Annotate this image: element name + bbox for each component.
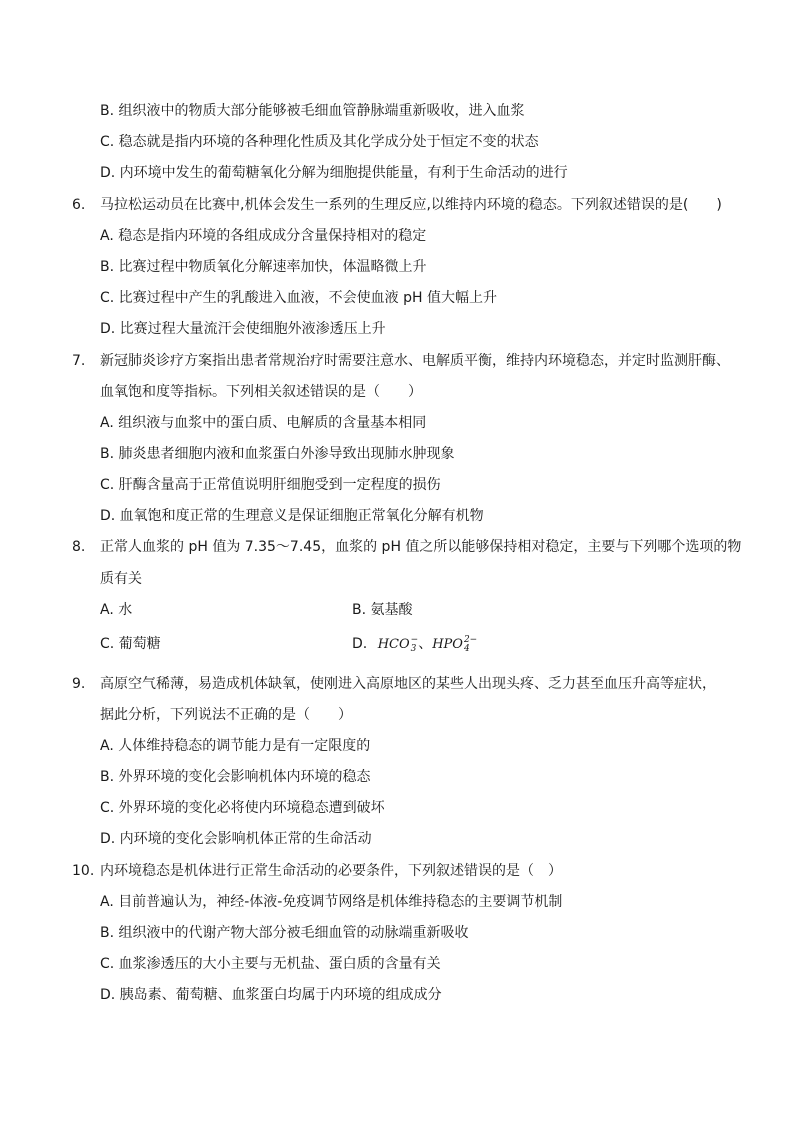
option-a: A. 人体维持稳态的调节能力是有一定限度的	[100, 738, 371, 754]
option-c: C. 稳态就是指内环境的各种理化性质及其化学成分处于恒定不变的状态	[100, 134, 539, 150]
question-stem-line-1: 正常人血浆的 pH 值为 7.35～7.45，血浆的 pH 值之所以能够保持相对稳定，主要与下列哪个选项的物	[100, 539, 742, 555]
question-stem-line-2: 质有关	[100, 571, 142, 587]
option-a: A. 水	[100, 602, 133, 618]
option-b: B. 肺炎患者细胞内液和血浆蛋白外渗导致出现肺水肿现象	[100, 446, 455, 462]
option-d: D. 内环境中发生的葡萄糖氧化分解为细胞提供能量，有利于生命活动的进行	[100, 165, 568, 181]
option-a: A. 组织液与血浆中的蛋白质、电解质的含量基本相同	[100, 415, 427, 431]
option-d: D. 胰岛素、葡萄糖、血浆蛋白均属于内环境的组成成分	[100, 987, 442, 1003]
option-d-label: D.	[352, 636, 368, 652]
question-number: 6.	[72, 197, 86, 213]
option-d: D. 内环境的变化会影响机体正常的生命活动	[100, 831, 372, 847]
option-b: B. 氨基酸	[352, 602, 413, 618]
option-a: A. 稳态是指内环境的各组成成分含量保持相对的稳定	[100, 228, 427, 244]
option-b: B. 组织液中的物质大部分能够被毛细血管静脉端重新吸收，进入血浆	[100, 103, 525, 119]
option-d: D. 血氧饱和度正常的生理意义是保证细胞正常氧化分解有机物	[100, 508, 484, 524]
option-d: D. 比赛过程大量流汗会使细胞外液渗透压上升	[100, 321, 386, 337]
question-number: 8.	[72, 539, 86, 555]
option-c: C. 外界环境的变化必将使内环境稳态遭到破坏	[100, 800, 385, 816]
question-stem: 马拉松运动员在比赛中,机体会发生一系列的生理反应,以维持内环境的稳态。下列叙述错误的是( )	[100, 197, 722, 213]
question-stem-line-1: 高原空气稀薄，易造成机体缺氧，使刚进入高原地区的某些人出现头疼、乏力甚至血压升高等症状，	[100, 676, 716, 692]
option-c: C. 血浆渗透压的大小主要与无机盐、蛋白质的含量有关	[100, 956, 441, 972]
question-stem-line-1: 新冠肺炎诊疗方案指出患者常规治疗时需要注意水、电解质平衡，维持内环境稳态，并定时监测肝酶、	[100, 353, 730, 369]
separator: 、	[418, 636, 433, 652]
question-stem: 内环境稳态是机体进行正常生命活动的必要条件，下列叙述错误的是（ ）	[100, 863, 562, 879]
question-number: 7.	[72, 353, 86, 369]
option-d	[352, 634, 477, 655]
option-c: C. 葡萄糖	[100, 636, 161, 652]
option-c: C. 肝酶含量高于正常值说明肝细胞受到一定程度的损伤	[100, 477, 441, 493]
option-b: B. 比赛过程中物质氧化分解速率加快，体温略微上升	[100, 259, 427, 275]
question-number: 10.	[72, 863, 95, 879]
question-number: 9.	[72, 676, 86, 692]
option-b: B. 组织液中的代谢产物大部分被毛细血管的动脉端重新吸收	[100, 925, 469, 941]
question-stem-line-2: 据此分析，下列说法不正确的是（ ）	[100, 707, 352, 723]
bicarbonate-ion: HCO − 3	[377, 634, 419, 654]
option-b: B. 外界环境的变化会影响机体内环境的稳态	[100, 769, 371, 785]
option-c: C. 比赛过程中产生的乳酸进入血液，不会使血液 pH 值大幅上升	[100, 290, 497, 306]
hydrogen-phosphate-ion: HPO 2− 4	[432, 634, 478, 654]
option-a: A. 目前普遍认为，神经-体液-免疫调节网络是机体维持稳态的主要调节机制	[100, 894, 563, 910]
question-stem-line-2: 血氧饱和度等指标。下列相关叙述错误的是（ ）	[100, 384, 422, 400]
